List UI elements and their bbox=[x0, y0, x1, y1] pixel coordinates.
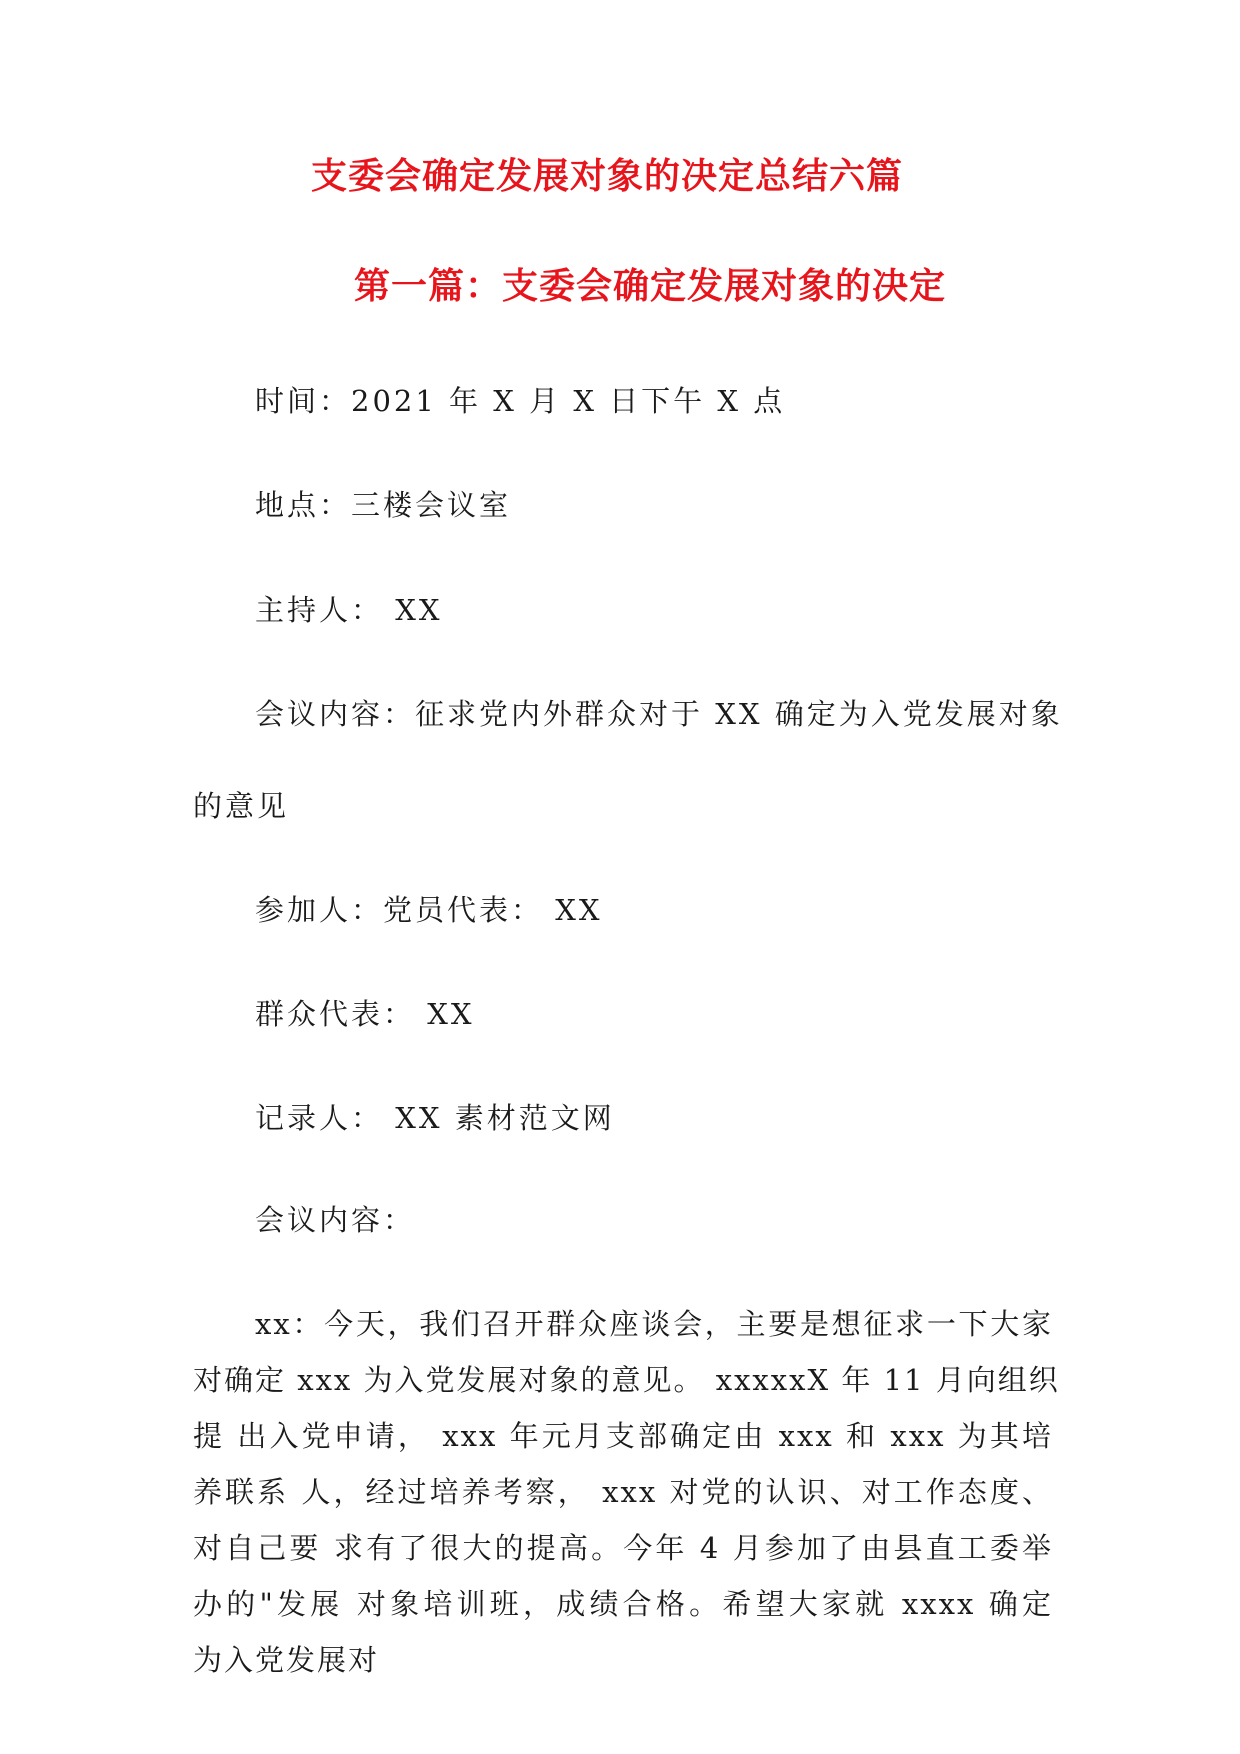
meeting-host: 主持人： XX bbox=[255, 593, 443, 627]
public-representative: 群众代表： XX bbox=[255, 997, 475, 1031]
paragraph-line: 提 出入党申请， xxx 年元月支部确定由 xxx 和 xxx 为其培 bbox=[193, 1419, 1053, 1453]
meeting-location: 地点：三楼会议室 bbox=[255, 488, 512, 522]
paragraph-line: xx：今天，我们召开群众座谈会，主要是想征求一下大家 bbox=[255, 1307, 1053, 1341]
paragraph-line: 对自己要 求有了很大的提高。今年 4 月参加了由县直工委举 bbox=[193, 1531, 1053, 1565]
meeting-participants: 参加人：党员代表： XX bbox=[255, 893, 603, 927]
meeting-paragraph bbox=[193, 1296, 1060, 1688]
paragraph-line: 为入党发展对 bbox=[193, 1643, 380, 1677]
paragraph-line: 办的"发展 对象培训班，成绩合格。希望大家就 xxxx 确定 bbox=[193, 1587, 1053, 1621]
meeting-time: 时间：2021 年 X 月 X 日下午 X 点 bbox=[255, 384, 786, 418]
meeting-content-line-1: 会议内容：征求党内外群众对于 XX 确定为入党发展对象 bbox=[255, 697, 1063, 731]
document-title: 支委会确定发展对象的决定总结六篇 bbox=[310, 155, 903, 197]
meeting-content-line-2: 的意见 bbox=[193, 789, 290, 823]
section-title: 第一篇：支委会确定发展对象的决定 bbox=[353, 265, 946, 307]
meeting-content-label: 会议内容： bbox=[255, 1203, 416, 1237]
paragraph-line: 对确定 xxx 为入党发展对象的意见。 xxxxxX 年 11 月向组织 bbox=[193, 1363, 1060, 1397]
paragraph-line: 养联系 人，经过培养考察， xxx 对党的认识、对工作态度、 bbox=[193, 1475, 1053, 1509]
meeting-recorder: 记录人： XX 素材范文网 bbox=[255, 1101, 615, 1135]
